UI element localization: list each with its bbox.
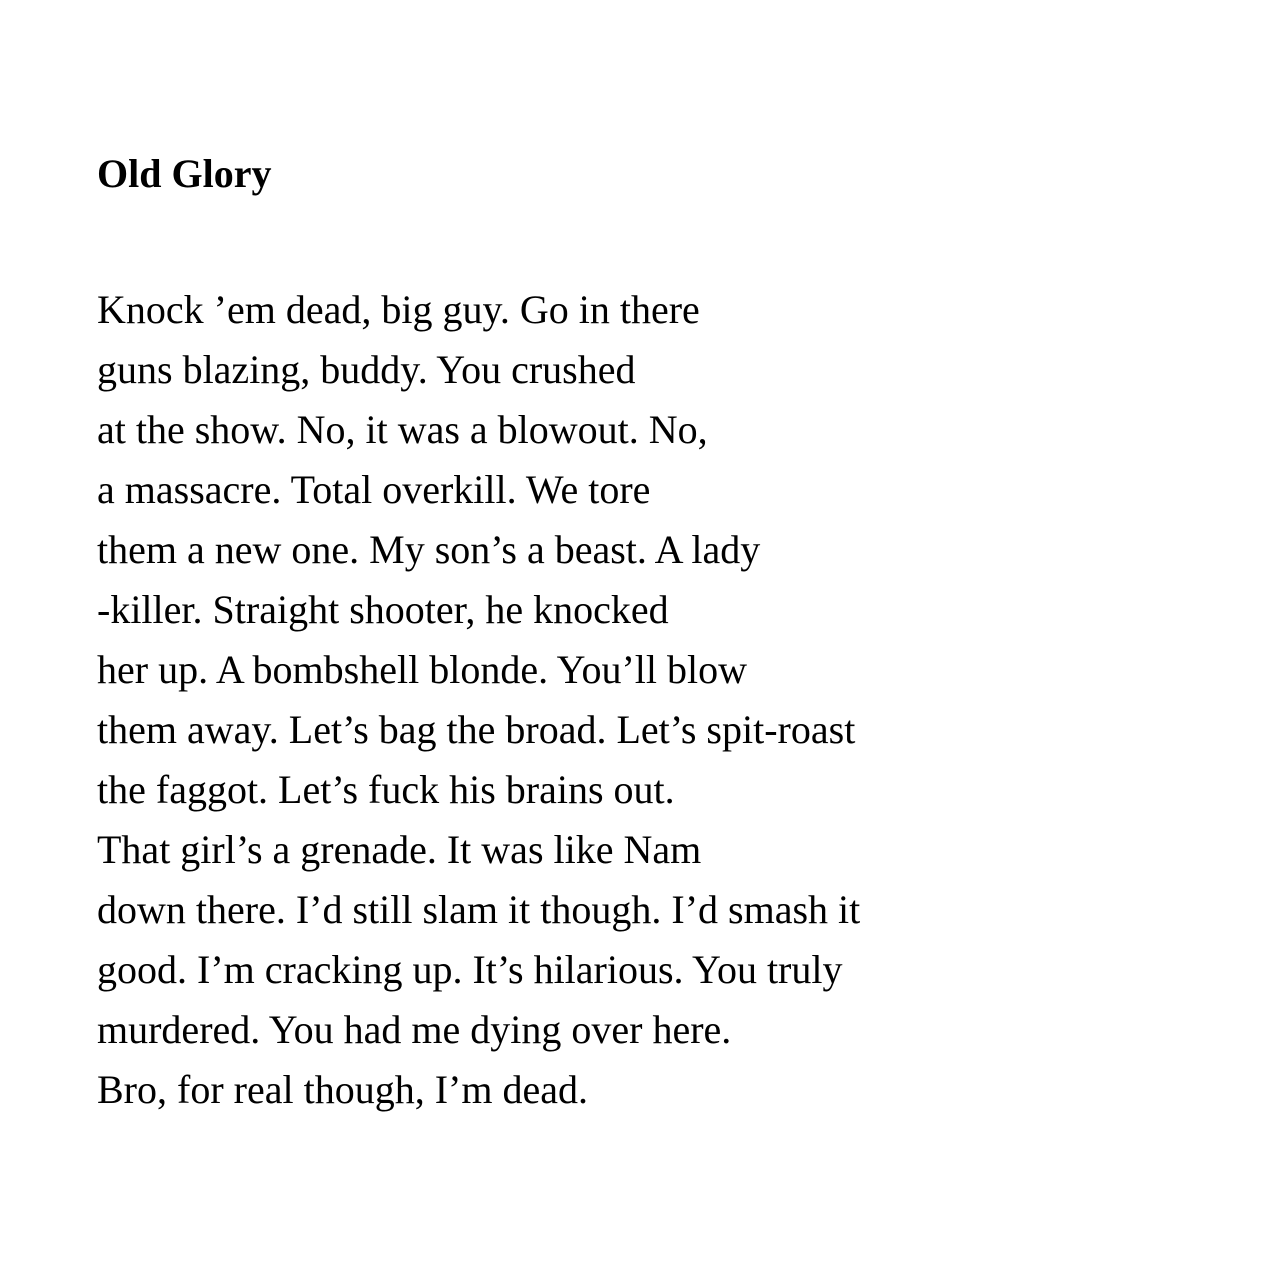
poem-line: her up. A bombshell blonde. You’ll blow — [97, 647, 748, 692]
poem-line: Knock ’em dead, big guy. Go in there — [97, 287, 700, 332]
poem-line: murdered. You had me dying over here. — [97, 1007, 732, 1052]
poem-line: them a new one. My son’s a beast. A lady — [97, 527, 761, 572]
poem-line: down there. I’d still slam it though. I’d smash it — [97, 887, 861, 932]
poem-line: guns blazing, buddy. You crushed — [97, 347, 636, 392]
poem-line: a massacre. Total overkill. We tore — [97, 467, 651, 512]
poem-body — [97, 280, 860, 1120]
poem-line: at the show. No, it was a blowout. No, — [97, 407, 708, 452]
poem-line: the faggot. Let’s fuck his brains out. — [97, 767, 675, 812]
poem-line: them away. Let’s bag the broad. Let’s spit-roast — [97, 707, 856, 752]
poem-line: That girl’s a grenade. It was like Nam — [97, 827, 702, 872]
poem-title: Old Glory — [97, 151, 272, 196]
poem-line: -killer. Straight shooter, he knocked — [97, 587, 669, 632]
poem-line: good. I’m cracking up. It’s hilarious. You truly — [97, 947, 843, 992]
poem-line: Bro, for real though, I’m dead. — [97, 1067, 588, 1112]
